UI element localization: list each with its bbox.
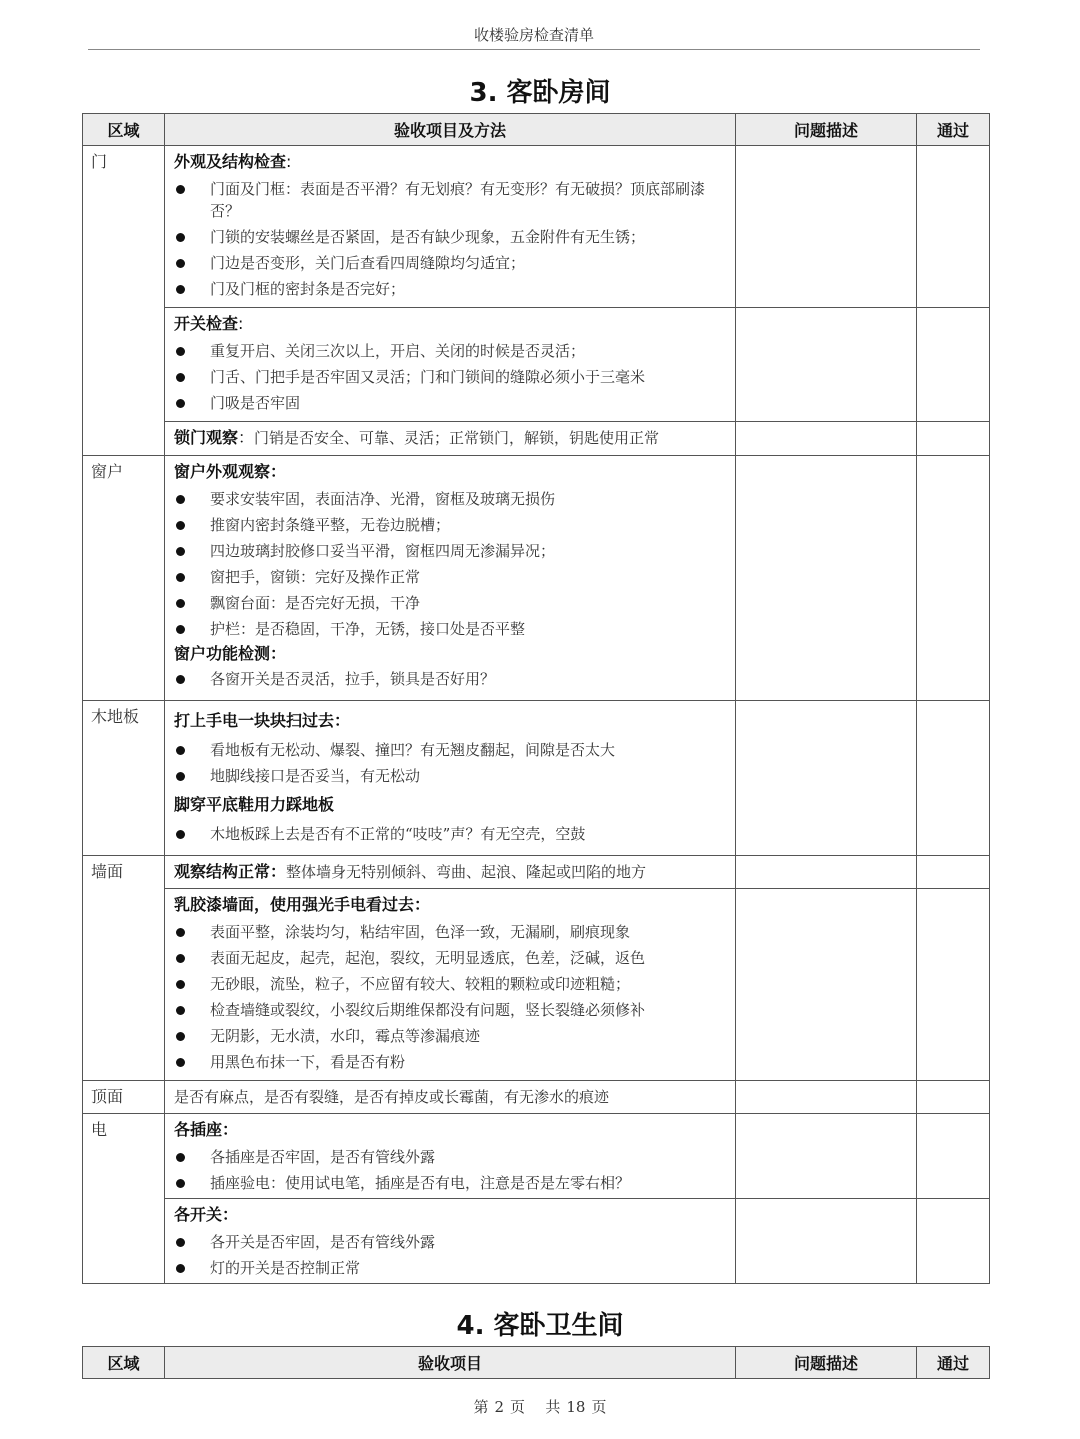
list-item: 用黑色布抹一下，看是否有粉 [174,1051,726,1073]
bullet-icon [176,599,185,608]
col-header-area: 区域 [83,114,165,146]
footer-suffix: 页 [591,1398,607,1416]
table-row [83,1199,990,1284]
problem-description-cell[interactable] [736,889,917,1081]
problem-description-cell[interactable] [736,422,917,456]
area-wall: 墙面 [83,856,165,1081]
bullet-list [174,1146,726,1194]
item-cell [165,701,736,856]
item-heading: 脚穿平底鞋用力踩地板 [174,795,335,814]
col-header-items: 验收项目及方法 [165,114,736,146]
bullet-list [174,340,726,414]
list-item: 四边玻璃封胶修口妥当平滑，窗框四周无渗漏异况； [174,540,726,562]
list-item: 门面及门框：表面是否平滑？有无划痕？有无变形？有无破损？顶底部刷漆否？ [174,178,726,222]
header-title: 收楼验房检查清单 [473,26,594,44]
bullet-icon [176,1058,185,1067]
list-item: 要求安装牢固，表面洁净、光滑，窗框及玻璃无损伤 [174,488,726,510]
guest-bedroom-checklist-table [82,113,990,1284]
bullet-list [174,1231,726,1279]
item-heading: 窗户功能检测： [174,644,287,663]
bullet-icon [176,1032,185,1041]
bullet-icon [176,746,185,755]
list-item: 地脚线接口是否妥当，有无松动 [174,765,726,787]
bullet-icon [176,1006,185,1015]
table-row [83,701,990,856]
area-door: 门 [83,146,165,456]
table-row [83,422,990,456]
table-row [83,889,990,1081]
bullet-icon [176,1179,185,1188]
item-cell [165,308,736,422]
item-heading: 打上手电一块块扫过去： [174,711,351,730]
pass-cell[interactable] [917,146,990,308]
item-cell [165,889,736,1081]
footer-total-pages: 18 [566,1398,586,1416]
item-cell [165,856,736,889]
col-header-problem: 问题描述 [736,114,917,146]
problem-description-cell[interactable] [736,1081,917,1114]
area-wood-floor: 木地板 [83,701,165,856]
item-heading: 外观及结构检查: [174,152,292,171]
bullet-icon [176,954,185,963]
item-cell [165,1081,736,1114]
bullet-icon [176,399,185,408]
item-heading: 各开关： [174,1205,239,1224]
bullet-icon [176,1264,185,1273]
bullet-icon [176,373,185,382]
list-item: 木地板踩上去是否有不正常的“吱吱”声？有无空壳，空鼓 [174,823,726,845]
bullet-list [174,823,726,845]
bullet-icon [176,830,185,839]
bullet-list [174,739,726,787]
item-cell [165,1114,736,1199]
problem-description-cell[interactable] [736,146,917,308]
problem-description-cell[interactable] [736,456,917,701]
bullet-list [174,178,726,300]
bullet-icon [176,233,185,242]
page-header [88,22,980,50]
list-item: 推窗内密封条缝平整，无卷边脱槽； [174,514,726,536]
pass-cell[interactable] [917,889,990,1081]
bullet-icon [176,285,185,294]
bullet-icon [176,259,185,268]
table-header-row [83,1347,990,1379]
item-heading: 各插座： [174,1120,239,1139]
list-item: 无砂眼，流坠，粒子，不应留有较大、较粗的颗粒或印迹粗糙； [174,973,726,995]
bullet-icon [176,772,185,781]
footer-page-number: 2 [494,1398,505,1416]
item-heading: 观察结构正常：整体墙身无特别倾斜、弯曲、起浪、隆起或凹陷的地方 [174,862,647,881]
list-item: 门舌、门把手是否牢固又灵活；门和门锁间的缝隙必须小于三毫米 [174,366,726,388]
item-heading: 乳胶漆墙面，使用强光手电看过去： [174,895,431,914]
pass-cell[interactable] [917,701,990,856]
section-title-guest-bedroom: 3. 客卧房间 [469,78,611,108]
table-header-row [83,114,990,146]
section-title-guest-bathroom: 4. 客卧卫生间 [456,1311,624,1341]
table-row [83,146,990,308]
area-electric: 电 [83,1114,165,1199]
bullet-icon [176,1153,185,1162]
list-item: 门锁的安装螺丝是否紧固，是否有缺少现象，五金附件有无生锈； [174,226,726,248]
item-cell [165,422,736,456]
col-header-items: 验收项目 [165,1347,736,1379]
list-item: 门边是否变形，关门后查看四周缝隙均匀适宜； [174,252,726,274]
list-item: 门吸是否牢固 [174,392,726,414]
bullet-icon [176,625,185,634]
table-row [83,308,990,422]
bullet-list [174,921,726,1073]
table-row [83,1081,990,1114]
list-item: 各开关是否牢固，是否有管线外露 [174,1231,726,1253]
item-cell [165,456,736,701]
list-item: 重复开启、关闭三次以上，开启、关闭的时候是否灵活； [174,340,726,362]
list-item: 门及门框的密封条是否完好； [174,278,726,300]
list-item: 护栏：是否稳固，干净，无锈，接口处是否平整 [174,618,726,640]
list-item: 检查墙缝或裂纹，小裂纹后期维保都没有问题，竖长裂缝必须修补 [174,999,726,1021]
area-window: 窗户 [83,456,165,701]
col-header-pass: 通过 [917,114,990,146]
area-ceiling: 顶面 [83,1081,165,1114]
pass-cell[interactable] [917,1114,990,1199]
table-row [83,856,990,889]
list-item: 各插座是否牢固，是否有管线外露 [174,1146,726,1168]
pass-cell[interactable] [917,1081,990,1114]
item-cell [165,1199,736,1284]
bullet-icon [176,347,185,356]
footer-total-prefix: 共 [545,1398,561,1416]
problem-description-cell[interactable] [736,701,917,856]
problem-description-cell[interactable] [736,1199,917,1284]
list-item: 各窗开关是否灵活，拉手，锁具是否好用？ [174,668,726,690]
bullet-icon [176,495,185,504]
list-item: 窗把手，窗锁：完好及操作正常 [174,566,726,588]
guest-bathroom-checklist-table [82,1346,990,1379]
bullet-icon [176,185,185,194]
bullet-icon [176,573,185,582]
item-cell [165,146,736,308]
footer-prefix: 第 [473,1398,489,1416]
bullet-icon [176,675,185,684]
item-heading: 锁门观察：门销是否安全、可靠、灵活；正常锁门，解锁，钥匙使用正常 [174,428,660,447]
col-header-area: 区域 [83,1347,165,1379]
page-footer [0,1396,1080,1417]
pass-cell[interactable] [917,456,990,701]
problem-description-cell[interactable] [736,1114,917,1199]
problem-description-cell[interactable] [736,308,917,422]
bullet-icon [176,928,185,937]
bullet-icon [176,1238,185,1247]
table-row [83,1114,990,1199]
bullet-list [174,668,726,690]
ceiling-check-text: 是否有麻点，是否有裂缝，是否有掉皮或长霉菌，有无渗水的痕迹 [174,1088,610,1106]
col-header-pass: 通过 [917,1347,990,1379]
list-item: 灯的开关是否控制正常 [174,1257,726,1279]
pass-cell[interactable] [917,308,990,422]
list-item: 插座验电：使用试电笔，插座是否有电，注意是否是左零右相？ [174,1172,726,1194]
bullet-icon [176,547,185,556]
col-header-problem: 问题描述 [736,1347,917,1379]
footer-page-label: 页 [510,1398,526,1416]
pass-cell[interactable] [917,1199,990,1284]
area-electric-continued [83,1199,165,1284]
list-item: 飘窗台面：是否完好无损，干净 [174,592,726,614]
item-heading: 窗户外观观察： [174,462,287,481]
bullet-icon [176,521,185,530]
list-item: 表面平整，涂装均匀，粘结牢固，色泽一致，无漏刷，刷痕现象 [174,921,726,943]
problem-description-cell[interactable] [736,856,917,889]
list-item: 表面无起皮，起壳，起泡，裂纹，无明显透底，色差，泛碱，返色 [174,947,726,969]
list-item: 无阴影，无水渍，水印，霉点等渗漏痕迹 [174,1025,726,1047]
bullet-list [174,488,726,640]
pass-cell[interactable] [917,422,990,456]
item-heading: 开关检查: [174,314,244,333]
list-item: 看地板有无松动、爆裂、撞凹？有无翘皮翻起，间隙是否太大 [174,739,726,761]
bullet-icon [176,980,185,989]
table-row [83,456,990,701]
pass-cell[interactable] [917,856,990,889]
